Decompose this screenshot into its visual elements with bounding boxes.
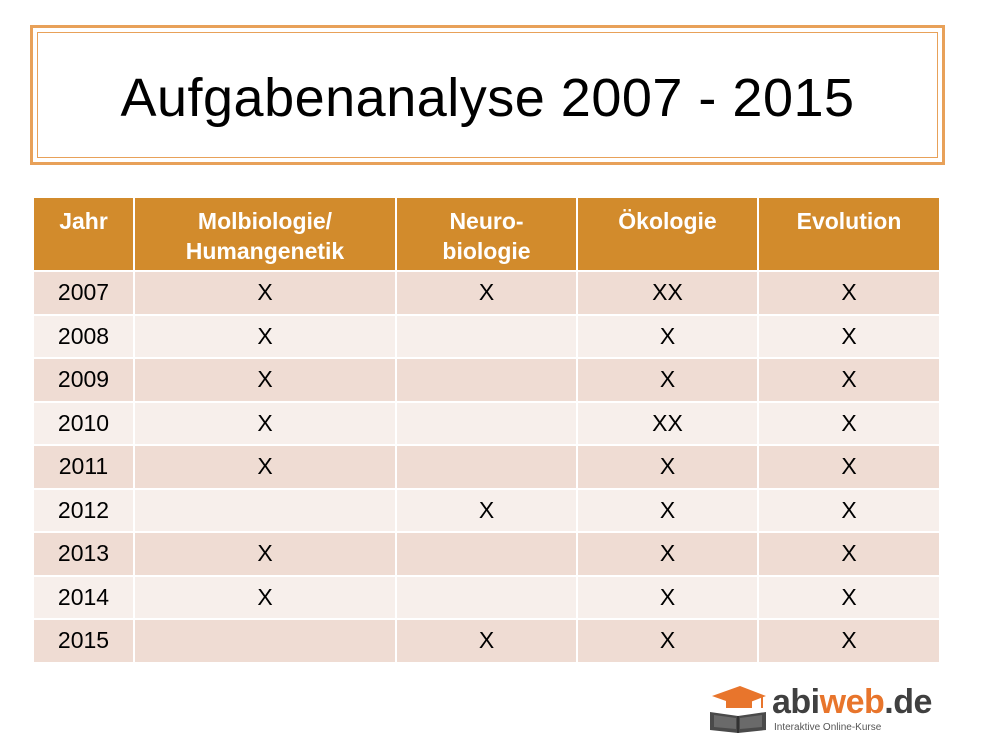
cell-neuro: X <box>396 489 577 533</box>
logo-wordmark: abiweb.de <box>772 683 932 721</box>
cell-evo: X <box>758 445 940 489</box>
header-oekologie: Ökologie <box>577 198 758 271</box>
cell-neuro <box>396 402 577 446</box>
cell-oeko: X <box>577 315 758 359</box>
logo-tagline: Interaktive Online-Kurse <box>774 722 882 733</box>
table-row <box>34 315 940 359</box>
abiweb-logo[interactable] <box>706 672 946 742</box>
cell-evo: X <box>758 619 940 663</box>
cell-mol: X <box>134 358 396 402</box>
cell-year: 2007 <box>34 271 134 315</box>
cell-oeko: XX <box>577 402 758 446</box>
table-row <box>34 489 940 533</box>
cell-year: 2013 <box>34 532 134 576</box>
cell-evo: X <box>758 489 940 533</box>
cell-oeko: X <box>577 445 758 489</box>
cell-neuro <box>396 445 577 489</box>
cell-year: 2015 <box>34 619 134 663</box>
table-row <box>34 358 940 402</box>
cell-mol: X <box>134 576 396 620</box>
cell-neuro <box>396 532 577 576</box>
header-neurobiologie: Neuro- biologie <box>396 198 577 271</box>
graduation-book-icon <box>706 682 768 734</box>
cell-neuro: X <box>396 619 577 663</box>
cell-oeko: X <box>577 532 758 576</box>
cell-oeko: X <box>577 619 758 663</box>
cell-oeko: X <box>577 576 758 620</box>
cell-year: 2008 <box>34 315 134 359</box>
cell-evo: X <box>758 358 940 402</box>
cell-neuro <box>396 576 577 620</box>
table-row <box>34 576 940 620</box>
cell-year: 2014 <box>34 576 134 620</box>
table-row <box>34 402 940 446</box>
header-evolution: Evolution <box>758 198 940 271</box>
cell-evo: X <box>758 532 940 576</box>
table-row <box>34 532 940 576</box>
header-molbiologie: Molbiologie/ Humangenetik <box>134 198 396 271</box>
cell-neuro: X <box>396 271 577 315</box>
table-row <box>34 271 940 315</box>
cell-mol <box>134 489 396 533</box>
cell-mol: X <box>134 532 396 576</box>
cell-oeko: X <box>577 358 758 402</box>
cell-neuro <box>396 315 577 359</box>
header-jahr: Jahr <box>34 198 134 271</box>
cell-evo: X <box>758 271 940 315</box>
cell-neuro <box>396 358 577 402</box>
table-row <box>34 445 940 489</box>
analysis-table <box>34 198 941 664</box>
cell-mol: X <box>134 271 396 315</box>
cell-mol <box>134 619 396 663</box>
cell-evo: X <box>758 315 940 359</box>
cell-evo: X <box>758 402 940 446</box>
cell-year: 2012 <box>34 489 134 533</box>
cell-evo: X <box>758 576 940 620</box>
cell-oeko: X <box>577 489 758 533</box>
cell-mol: X <box>134 315 396 359</box>
cell-year: 2010 <box>34 402 134 446</box>
cell-year: 2009 <box>34 358 134 402</box>
table-header-row <box>34 198 940 271</box>
cell-mol: X <box>134 402 396 446</box>
table-row <box>34 619 940 663</box>
cell-year: 2011 <box>34 445 134 489</box>
page-title: Aufgabenanalyse 2007 - 2015 <box>120 68 855 128</box>
cell-mol: X <box>134 445 396 489</box>
title-frame <box>30 25 945 165</box>
cell-oeko: XX <box>577 271 758 315</box>
